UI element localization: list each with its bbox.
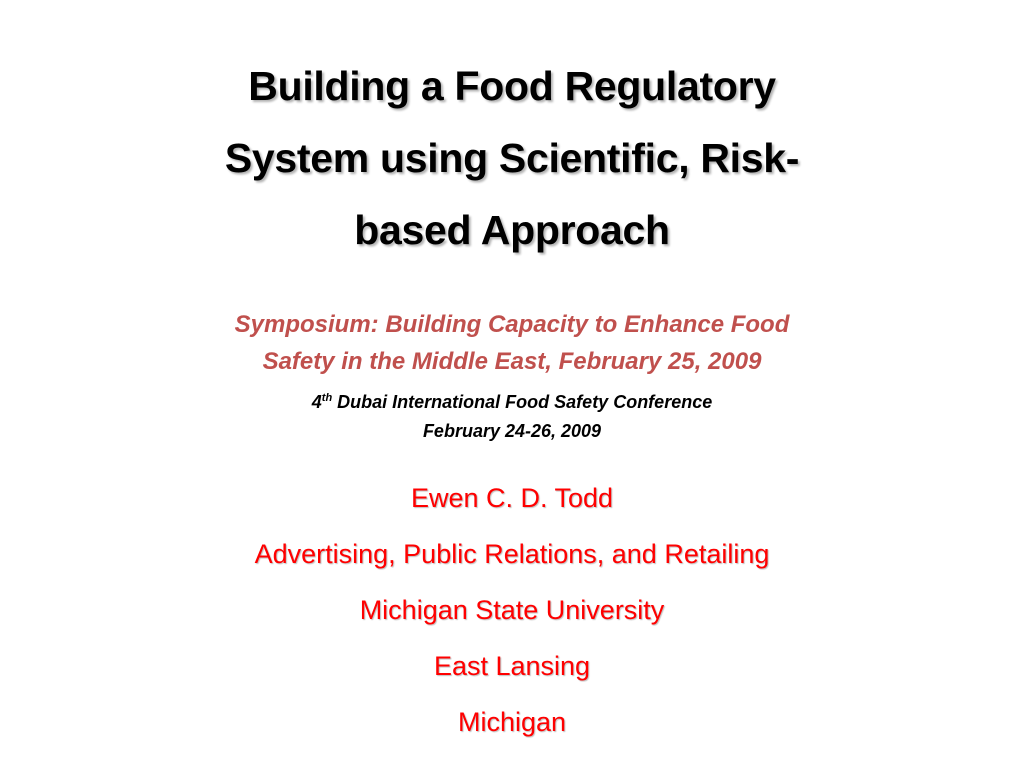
author-block xyxy=(90,470,934,750)
title-line: Building a Food Regulatory xyxy=(248,63,776,109)
conference-ordinal-suffix: th xyxy=(321,392,333,404)
author-city: East Lansing xyxy=(433,651,591,681)
author-university: Michigan State University xyxy=(359,595,665,625)
conference-ordinal: 4 xyxy=(311,392,322,412)
conference-dates: February 24-26, 2009 xyxy=(422,421,602,441)
symposium-line: Safety in the Middle East, February 25, 2009 xyxy=(262,348,762,375)
conference-name: Dubai International Food Safety Conference xyxy=(332,392,713,412)
conference-info xyxy=(90,388,934,446)
title-line: based Approach xyxy=(354,207,670,253)
symposium-subtitle xyxy=(90,306,934,380)
author-department: Advertising, Public Relations, and Retailing xyxy=(254,539,770,569)
author-name: Ewen C. D. Todd xyxy=(410,483,614,513)
symposium-line: Symposium: Building Capacity to Enhance Food xyxy=(234,311,790,338)
author-state: Michigan xyxy=(457,707,567,737)
conference-name-line xyxy=(90,388,934,417)
title-line: System using Scientific, Risk- xyxy=(224,135,800,181)
slide-title xyxy=(90,50,934,266)
